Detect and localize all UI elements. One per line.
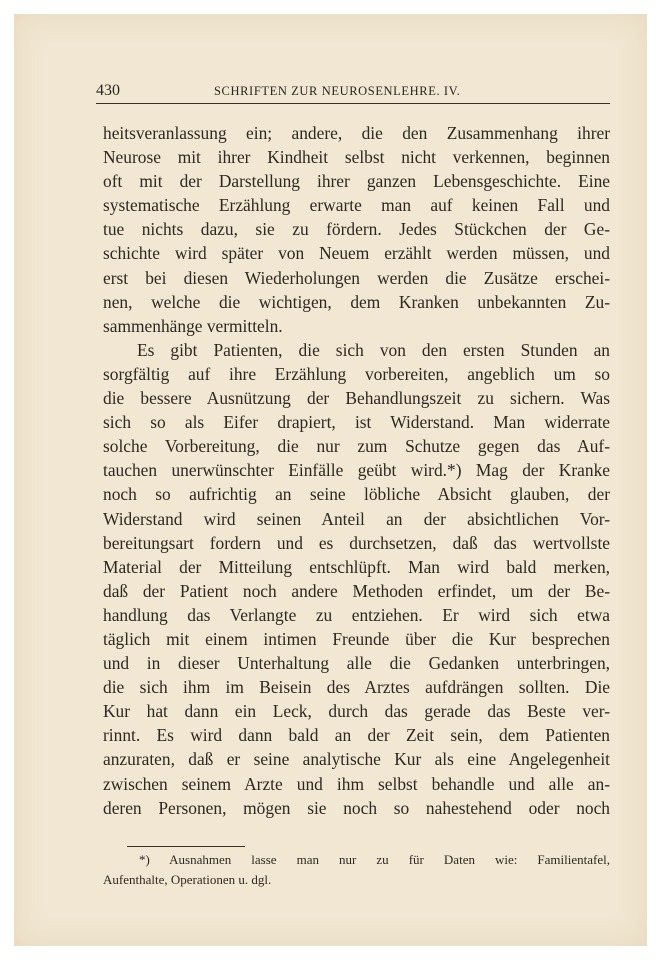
- text-line: Widerstand wird seinen Anteil an der absichtlichen Vor-: [103, 508, 610, 529]
- text-line: systematische Erzählung erwarte man auf keinen Fall und: [103, 195, 610, 216]
- footnote: [103, 850, 610, 890]
- text-line: die bessere Ausnützung der Behandlungszeit zu sichern. Was: [103, 388, 610, 409]
- text-line: tue nichts dazu, sie zu fördern. Jedes Stückchen der Ge-: [103, 219, 610, 240]
- text-line: oft mit der Darstellung ihrer ganzen Lebensgeschichte. Eine: [103, 171, 610, 192]
- text-line: sich so als Eifer drapiert, ist Widerstand. Man widerrate: [103, 412, 610, 433]
- text-line: erst bei diesen Wiederholungen werden die Zusätze erschei-: [103, 267, 610, 288]
- text-line: rinnt. Es wird dann bald an der Zeit sein, dem Patienten: [103, 725, 610, 746]
- footnote-line: Aufenthalte, Operationen u. dgl.: [103, 872, 272, 887]
- main-text: [103, 121, 610, 820]
- text-line: sammenhänge vermitteln.: [103, 315, 283, 336]
- text-line: heitsveranlassung ein; andere, die den Zusammenhang ihrer: [103, 123, 610, 143]
- text-line: zwischen seinem Arzte und ihm selbst behandle und alle an-: [103, 773, 610, 794]
- text-line: solche Vorbereitung, die nur zum Schutze gegen das Auf-: [103, 436, 610, 457]
- text-line: deren Personen, mögen sie noch so nahestehend oder noch: [103, 797, 610, 818]
- text-line: anzuraten, daß er seine analytische Kur als eine Angelegenheit: [103, 749, 610, 770]
- running-title: SCHRIFTEN ZUR NEUROSENLEHRE. IV.: [214, 84, 461, 98]
- text-line: nen, welche die wichtigen, dem Kranken unbekannten Zu-: [103, 291, 610, 312]
- text-line: bereitungsart fordern und es durchsetzen, daß das wertvollste: [103, 532, 610, 553]
- text-line: Neurose mit ihrer Kindheit selbst nicht verkennen, beginnen: [103, 147, 610, 168]
- text-line: handlung das Verlangte zu entziehen. Er wird sich etwa: [103, 604, 610, 625]
- header-rule: [96, 103, 610, 104]
- text-line: tauchen unerwünschter Einfälle geübt wird.*) Mag der Kranke: [103, 460, 610, 481]
- text-line: daß der Patient noch andere Methoden erfindet, um der Be-: [103, 580, 610, 601]
- text-line: die sich ihm im Beisein des Arztes aufdrängen sollten. Die: [103, 677, 610, 698]
- footnote-rule: [127, 846, 245, 847]
- text-line: täglich mit einem intimen Freunde über die Kur besprechen: [103, 628, 610, 649]
- text-line: Material der Mitteilung entschlüpft. Man wird bald merken,: [103, 556, 610, 577]
- text-line: Es gibt Patienten, die sich von den ersten Stunden an: [137, 339, 610, 360]
- text-line: schichte wird später von Neuem erzählt werden müssen, und: [103, 243, 610, 264]
- text-line: noch so aufrichtig an seine löbliche Absicht glauben, der: [103, 484, 610, 505]
- page-header: [96, 82, 610, 104]
- text-line: sorgfältig auf ihre Erzählung vorbereiten, angeblich um so: [103, 363, 610, 384]
- page-number: 430: [96, 82, 120, 99]
- text-line: Kur hat dann ein Leck, durch das gerade das Beste ver-: [103, 701, 610, 722]
- text-line: und in dieser Unterhaltung alle die Gedanken unterbringen,: [103, 653, 610, 674]
- footnote-line: *) Ausnahmen lasse man nur zu für Daten wie: Familientafel,: [139, 852, 610, 867]
